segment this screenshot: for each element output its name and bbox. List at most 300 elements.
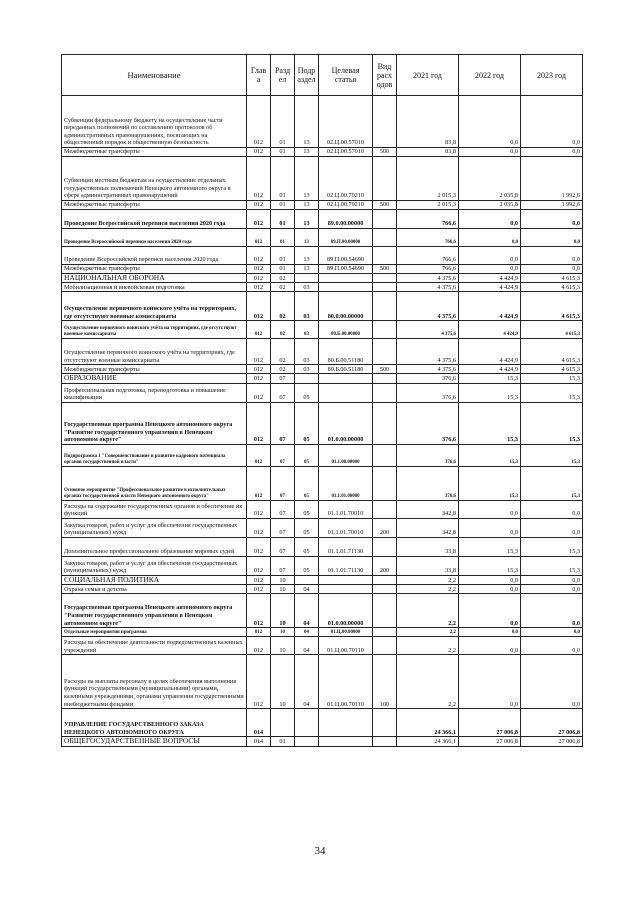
- row-podrazdel: 03: [295, 365, 319, 374]
- row-2021: 4 375,6: [397, 321, 459, 339]
- row-2021: 766,6: [397, 265, 459, 274]
- row-glava: 012: [247, 628, 271, 637]
- row-2022: 0,0: [459, 96, 521, 148]
- table-row: [62, 737, 583, 746]
- row-razdel: 07: [271, 500, 295, 518]
- row-razdel: 07: [271, 383, 295, 402]
- row-name: Дополнительное профессиональное образование мировых судей: [62, 537, 247, 556]
- row-podrazdel: 05: [295, 383, 319, 402]
- row-razdel: 01: [271, 157, 295, 201]
- row-target: [319, 283, 373, 292]
- row-target: 89.0.00.00000: [319, 210, 373, 229]
- row-vid: 500: [373, 148, 397, 157]
- row-name: Расходы на содержание государственных органов и обеспечение их функций: [62, 500, 247, 518]
- row-name: Государственная программа Ненецкого автономного округа "Развитие государственного управления в Ненецком автономном округе": [62, 594, 247, 628]
- row-glava: 012: [247, 292, 271, 321]
- row-podrazdel: 05: [295, 518, 319, 537]
- row-target: 80.Б.00.51180: [319, 365, 373, 374]
- row-name: Межбюджетные трансферты: [62, 201, 247, 210]
- table-row: [62, 402, 583, 444]
- row-vid: [373, 594, 397, 628]
- table-row: [62, 594, 583, 628]
- row-podrazdel: 04: [295, 585, 319, 594]
- page-number: 34: [314, 845, 326, 857]
- row-vid: [373, 628, 397, 637]
- row-razdel: 10: [271, 575, 295, 584]
- row-2021: 342,8: [397, 500, 459, 518]
- row-glava: 012: [247, 500, 271, 518]
- row-vid: 200: [373, 518, 397, 537]
- table-row: [62, 518, 583, 537]
- header-target: Целевая статья: [319, 55, 373, 96]
- row-target: [319, 585, 373, 594]
- row-2022: 0,0: [459, 229, 521, 247]
- row-vid: [373, 444, 397, 466]
- row-target: 89.П.00.54690: [319, 265, 373, 274]
- header-glava: Глав а: [247, 55, 271, 96]
- row-target: [319, 737, 373, 746]
- row-glava: 012: [247, 247, 271, 265]
- row-razdel: 10: [271, 585, 295, 594]
- row-vid: [373, 737, 397, 746]
- row-2022: 4 424,9: [459, 321, 521, 339]
- table-row: [62, 709, 583, 737]
- row-name: Межбюджетные трансферты: [62, 265, 247, 274]
- row-podrazdel: 13: [295, 157, 319, 201]
- row-2022: 15,3: [459, 402, 521, 444]
- table-row: [62, 655, 583, 709]
- row-target: 01.Ц.00.70110: [319, 655, 373, 709]
- row-name: Отдельные мероприятия программы: [62, 628, 247, 637]
- row-2022: 0,0: [459, 628, 521, 637]
- row-vid: 500: [373, 265, 397, 274]
- row-name: СОЦИАЛЬНАЯ ПОЛИТИКА: [62, 575, 247, 584]
- table-row: [62, 274, 583, 283]
- row-razdel: 02: [271, 321, 295, 339]
- row-target: 02.Ц.00.57010: [319, 96, 373, 148]
- row-2021: 83,8: [397, 148, 459, 157]
- row-vid: [373, 637, 397, 655]
- row-2022: 0,0: [459, 247, 521, 265]
- row-2023: 0,0: [521, 500, 583, 518]
- row-podrazdel: [295, 575, 319, 584]
- row-2023: 4 615,3: [521, 292, 583, 321]
- row-2023: 1 992,6: [521, 201, 583, 210]
- row-2022: 0,0: [459, 637, 521, 655]
- row-2023: 15,3: [521, 402, 583, 444]
- row-2023: 0,0: [521, 210, 583, 229]
- row-podrazdel: 13: [295, 96, 319, 148]
- row-glava: 012: [247, 283, 271, 292]
- row-podrazdel: 13: [295, 247, 319, 265]
- row-name: Государственная программа Ненецкого автономного округа "Развитие государственного управления в Ненецком автономном округе": [62, 402, 247, 444]
- row-razdel: 10: [271, 628, 295, 637]
- row-razdel: 01: [271, 148, 295, 157]
- row-name: Закупка товаров, работ и услуг для обеспечения государственных (муниципальных) нужд: [62, 518, 247, 537]
- row-name: Осуществление первичного воинского учёта на территориях, где отсутствуют военные комиссариаты: [62, 292, 247, 321]
- row-vid: [373, 247, 397, 265]
- table-row: [62, 283, 583, 292]
- table-row: [62, 148, 583, 157]
- row-razdel: 01: [271, 96, 295, 148]
- row-target: 89.П.00.54690: [319, 247, 373, 265]
- row-2021: 376,6: [397, 466, 459, 500]
- row-target: 01.1.01.70010: [319, 518, 373, 537]
- row-razdel: 07: [271, 466, 295, 500]
- row-glava: 012: [247, 339, 271, 365]
- row-podrazdel: 13: [295, 210, 319, 229]
- row-podrazdel: 03: [295, 292, 319, 321]
- table-row: [62, 292, 583, 321]
- header-name: Наименование: [62, 55, 247, 96]
- header-2021: 2021 год: [397, 55, 459, 96]
- row-glava: 012: [247, 637, 271, 655]
- header-2023: 2023 год: [521, 55, 583, 96]
- table-row: [62, 229, 583, 247]
- row-2022: 0,0: [459, 210, 521, 229]
- row-vid: [373, 292, 397, 321]
- row-vid: [373, 537, 397, 556]
- row-target: 02.Ц.00.79210: [319, 157, 373, 201]
- row-target: [319, 575, 373, 584]
- row-2021: 376,6: [397, 383, 459, 402]
- header-razdel: Разд ел: [271, 55, 295, 96]
- row-2023: 0,0: [521, 575, 583, 584]
- row-glava: 012: [247, 201, 271, 210]
- row-name: Межбюджетные трансферты: [62, 365, 247, 374]
- row-name: Охрана семьи и детства: [62, 585, 247, 594]
- row-2022: 4 424,9: [459, 339, 521, 365]
- row-2023: 0,0: [521, 247, 583, 265]
- row-glava: 012: [247, 321, 271, 339]
- table-row: [62, 575, 583, 584]
- row-vid: [373, 466, 397, 500]
- row-razdel: 02: [271, 283, 295, 292]
- row-podrazdel: 05: [295, 556, 319, 575]
- row-2023: 0,0: [521, 518, 583, 537]
- row-razdel: 10: [271, 637, 295, 655]
- row-2022: 15,3: [459, 537, 521, 556]
- row-2022: 4 424,9: [459, 283, 521, 292]
- row-podrazdel: 13: [295, 201, 319, 210]
- row-podrazdel: 04: [295, 637, 319, 655]
- row-glava: 012: [247, 518, 271, 537]
- row-glava: 012: [247, 537, 271, 556]
- row-name: Закупка товаров, работ и услуг для обеспечения государственных (муниципальных) нужд: [62, 556, 247, 575]
- row-vid: 500: [373, 201, 397, 210]
- row-target: 80.Б.00.51180: [319, 339, 373, 365]
- table-row: [62, 374, 583, 383]
- row-razdel: 07: [271, 444, 295, 466]
- row-razdel: 02: [271, 292, 295, 321]
- row-target: 02.Ц.00.79210: [319, 201, 373, 210]
- row-razdel: 01: [271, 210, 295, 229]
- row-glava: 014: [247, 709, 271, 737]
- row-2022: 2 035,8: [459, 157, 521, 201]
- row-2023: 27 006,8: [521, 709, 583, 737]
- row-vid: 100: [373, 655, 397, 709]
- row-vid: [373, 157, 397, 201]
- row-glava: 012: [247, 96, 271, 148]
- row-2023: 15,3: [521, 444, 583, 466]
- row-2022: 27 006,8: [459, 737, 521, 746]
- table-row: [62, 466, 583, 500]
- header-2022: 2022 год: [459, 55, 521, 96]
- row-razdel: 07: [271, 556, 295, 575]
- row-podrazdel: [295, 709, 319, 737]
- row-glava: 012: [247, 265, 271, 274]
- row-razdel: 07: [271, 537, 295, 556]
- budget-table-page: [61, 54, 582, 747]
- row-name: Проведение Всероссийской переписи населения 2020 года: [62, 229, 247, 247]
- row-razdel: 01: [271, 201, 295, 210]
- row-target: 01.1.01.71130: [319, 556, 373, 575]
- row-podrazdel: 13: [295, 148, 319, 157]
- row-vid: 500: [373, 365, 397, 374]
- row-2023: 0,0: [521, 229, 583, 247]
- row-2023: 15,3: [521, 383, 583, 402]
- table-row: [62, 383, 583, 402]
- row-razdel: 02: [271, 365, 295, 374]
- row-target: [319, 374, 373, 383]
- row-name: НАЦИОНАЛЬНАЯ ОБОРОНА: [62, 274, 247, 283]
- row-2021: 2 015,3: [397, 201, 459, 210]
- row-2021: 83,8: [397, 96, 459, 148]
- row-vid: [373, 500, 397, 518]
- row-target: 01.Ц.00.00000: [319, 628, 373, 637]
- row-2022: 15,3: [459, 383, 521, 402]
- row-podrazdel: 13: [295, 229, 319, 247]
- row-vid: [373, 274, 397, 283]
- row-vid: [373, 374, 397, 383]
- row-razdel: 07: [271, 374, 295, 383]
- table-row: [62, 637, 583, 655]
- row-2023: 0,0: [521, 637, 583, 655]
- table-row: [62, 210, 583, 229]
- row-vid: [373, 321, 397, 339]
- row-2021: 33,8: [397, 537, 459, 556]
- row-vid: [373, 402, 397, 444]
- row-razdel: 01: [271, 737, 295, 746]
- row-target: 01.1.00.00000: [319, 444, 373, 466]
- row-2022: 15,3: [459, 466, 521, 500]
- row-razdel: 07: [271, 402, 295, 444]
- row-podrazdel: 05: [295, 402, 319, 444]
- row-name: Осуществление первичного воинского учёта на территориях, где отсутствуют военные комиссариаты: [62, 339, 247, 365]
- header-vid: Вид расх одов: [373, 55, 397, 96]
- row-name: Субвенции федеральному бюджету на осуществление части переданных полномочий по составлению протоколов об административных правонарушениях, посягающих на общественный порядок и общественную безопасность: [62, 96, 247, 148]
- row-name: Расходы на обеспечение деятельности подведомственных казенных учреждений: [62, 637, 247, 655]
- row-2021: 2,2: [397, 575, 459, 584]
- row-2023: 0,0: [521, 655, 583, 709]
- table-body: [62, 96, 583, 747]
- row-glava: 012: [247, 274, 271, 283]
- row-2023: 0,0: [521, 585, 583, 594]
- row-glava: 012: [247, 655, 271, 709]
- row-glava: 012: [247, 466, 271, 500]
- row-name: Мобилизационная и вневойсковая подготовка: [62, 283, 247, 292]
- row-2021: 4 375,6: [397, 365, 459, 374]
- table-row: [62, 628, 583, 637]
- row-2021: 4 375,6: [397, 292, 459, 321]
- row-2021: 4 375,6: [397, 274, 459, 283]
- table-header-row: [62, 55, 583, 96]
- row-vid: [373, 96, 397, 148]
- row-vid: [373, 585, 397, 594]
- row-glava: 012: [247, 383, 271, 402]
- row-2022: 4 424,9: [459, 274, 521, 283]
- row-2023: 4 615,3: [521, 321, 583, 339]
- row-2022: 4 424,9: [459, 365, 521, 374]
- row-2022: 0,0: [459, 500, 521, 518]
- row-target: 01.1.01.71130: [319, 537, 373, 556]
- row-glava: 012: [247, 157, 271, 201]
- row-razdel: 01: [271, 229, 295, 247]
- row-2021: 2,2: [397, 655, 459, 709]
- row-name: ОБРАЗОВАНИЕ: [62, 374, 247, 383]
- row-podrazdel: 05: [295, 444, 319, 466]
- table-row: [62, 265, 583, 274]
- row-glava: 012: [247, 585, 271, 594]
- row-2022: 0,0: [459, 148, 521, 157]
- row-2021: 2,2: [397, 628, 459, 637]
- row-glava: 012: [247, 575, 271, 584]
- row-razdel: 01: [271, 247, 295, 265]
- row-2022: 0,0: [459, 594, 521, 628]
- row-2021: 24 366,1: [397, 709, 459, 737]
- row-2023: 1 992,6: [521, 157, 583, 201]
- row-razdel: 02: [271, 274, 295, 283]
- row-name: Проведение Всероссийской переписи населения 2020 года: [62, 210, 247, 229]
- row-2021: 2,2: [397, 637, 459, 655]
- row-podrazdel: 04: [295, 594, 319, 628]
- row-2021: 2,2: [397, 594, 459, 628]
- table-row: [62, 157, 583, 201]
- row-vid: [373, 575, 397, 584]
- row-podrazdel: 04: [295, 628, 319, 637]
- row-vid: [373, 339, 397, 365]
- row-target: 01.1.01.70010: [319, 500, 373, 518]
- row-name: Межбюджетные трансферты: [62, 148, 247, 157]
- row-2021: 342,8: [397, 518, 459, 537]
- table-row: [62, 321, 583, 339]
- row-target: 89.П.00.00000: [319, 229, 373, 247]
- row-2021: 33,8: [397, 556, 459, 575]
- row-razdel: [271, 709, 295, 737]
- row-target: 80.0.00.00000: [319, 292, 373, 321]
- row-name: УПРАВЛЕНИЕ ГОСУДАРСТВЕННОГО ЗАКАЗА НЕНЕЦКОГО АВТОНОМНОГО ОКРУГА: [62, 709, 247, 737]
- row-glava: 012: [247, 444, 271, 466]
- row-target: [319, 383, 373, 402]
- table-row: [62, 500, 583, 518]
- row-name: Осуществление первичного воинского учёта на территориях, где отсутствуют военные комиссариаты: [62, 321, 247, 339]
- row-2022: 15,3: [459, 556, 521, 575]
- row-podrazdel: 04: [295, 655, 319, 709]
- row-razdel: 02: [271, 339, 295, 365]
- row-glava: 012: [247, 365, 271, 374]
- row-2023: 0,0: [521, 148, 583, 157]
- row-2023: 0,0: [521, 265, 583, 274]
- row-2023: 4 615,3: [521, 283, 583, 292]
- row-glava: 012: [247, 210, 271, 229]
- row-2021: 766,6: [397, 229, 459, 247]
- header-podrazdel: Подр аздел: [295, 55, 319, 96]
- row-vid: [373, 283, 397, 292]
- table-row: [62, 339, 583, 365]
- row-2023: 15,3: [521, 537, 583, 556]
- row-name: ОБЩЕГОСУДАРСТВЕННЫЕ ВОПРОСЫ: [62, 737, 247, 746]
- row-podrazdel: 03: [295, 283, 319, 292]
- row-2021: 4 375,6: [397, 283, 459, 292]
- row-podrazdel: 03: [295, 321, 319, 339]
- row-2023: 0,0: [521, 628, 583, 637]
- row-2021: 376,6: [397, 402, 459, 444]
- table-row: [62, 585, 583, 594]
- row-2022: 0,0: [459, 265, 521, 274]
- row-razdel: 10: [271, 594, 295, 628]
- row-target: [319, 274, 373, 283]
- row-2022: 2 035,8: [459, 201, 521, 210]
- row-podrazdel: 05: [295, 537, 319, 556]
- row-2023: 0,0: [521, 594, 583, 628]
- row-2022: 15,3: [459, 374, 521, 383]
- row-target: [319, 709, 373, 737]
- row-glava: 012: [247, 402, 271, 444]
- table-row: [62, 247, 583, 265]
- row-name: Основное мероприятие "Профессиональное развитие в исполнительных органах государственной власти Ненецкого автономного округа": [62, 466, 247, 500]
- row-target: 01.Ц.00.70110: [319, 637, 373, 655]
- row-razdel: 07: [271, 518, 295, 537]
- row-vid: [373, 709, 397, 737]
- row-vid: 200: [373, 556, 397, 575]
- row-vid: [373, 229, 397, 247]
- row-2022: 15,3: [459, 444, 521, 466]
- budget-table: [61, 54, 583, 747]
- row-target: 01.0.00.00000: [319, 594, 373, 628]
- table-row: [62, 201, 583, 210]
- row-2023: 0,0: [521, 96, 583, 148]
- row-glava: 012: [247, 374, 271, 383]
- row-name: Расходы на выплаты персоналу в целях обеспечения выполнения функций государственными (муниципальными) органами, казенными учреждениями, органами управления государственными внебюджетными фондами: [62, 655, 247, 709]
- row-vid: [373, 383, 397, 402]
- row-2022: 4 424,9: [459, 292, 521, 321]
- row-glava: 012: [247, 229, 271, 247]
- row-podrazdel: [295, 737, 319, 746]
- row-2023: 4 615,3: [521, 339, 583, 365]
- row-2022: 0,0: [459, 585, 521, 594]
- table-row: [62, 96, 583, 148]
- row-2022: 0,0: [459, 655, 521, 709]
- row-2023: 15,3: [521, 466, 583, 500]
- row-2021: 2 015,3: [397, 157, 459, 201]
- row-2021: 376,6: [397, 374, 459, 383]
- row-name: Подпрограмма 1 "Совершенствование и развитие кадрового потенциала органов государственной власти": [62, 444, 247, 466]
- row-glava: 012: [247, 556, 271, 575]
- row-podrazdel: [295, 374, 319, 383]
- row-podrazdel: 13: [295, 265, 319, 274]
- row-target: 01.0.00.00000: [319, 402, 373, 444]
- row-glava: 012: [247, 148, 271, 157]
- row-glava: 014: [247, 737, 271, 746]
- row-name: Субвенции местным бюджетам на осуществление отдельных государственных полномочий Ненецкого автономного округа в сфере административных правонарушений: [62, 157, 247, 201]
- row-razdel: 01: [271, 265, 295, 274]
- row-target: 02.Ц.00.57010: [319, 148, 373, 157]
- table-row: [62, 365, 583, 374]
- row-2021: 766,6: [397, 210, 459, 229]
- row-2023: 15,3: [521, 556, 583, 575]
- row-2022: 0,0: [459, 518, 521, 537]
- row-razdel: 10: [271, 655, 295, 709]
